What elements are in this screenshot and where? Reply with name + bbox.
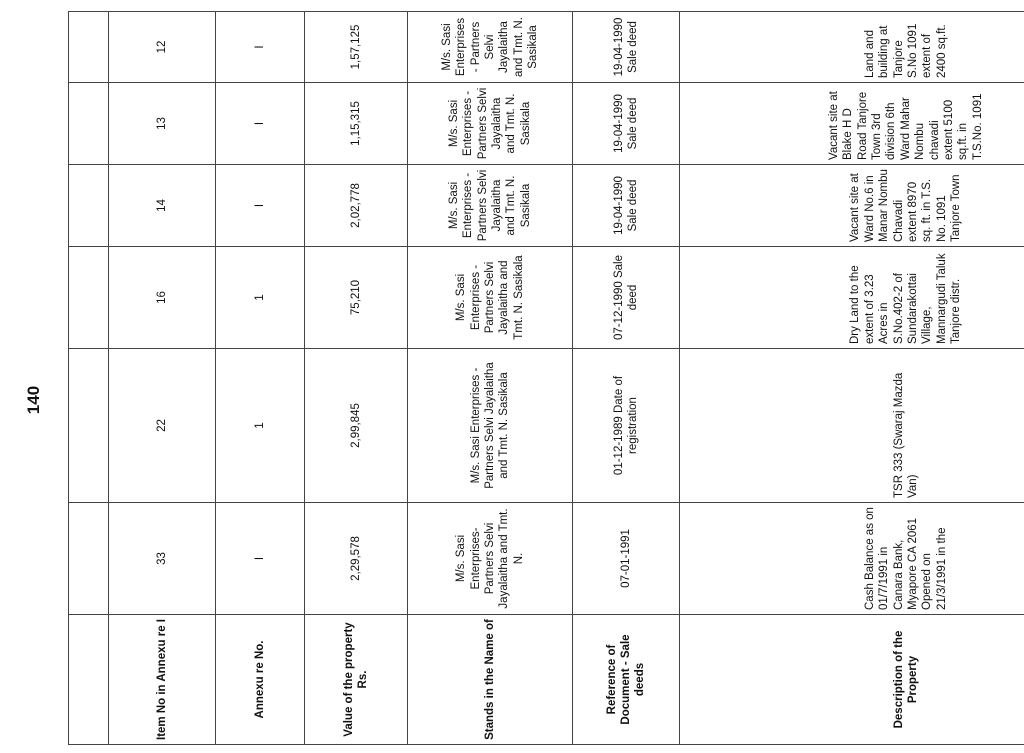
spacer-cell xyxy=(69,615,109,745)
cell-annexure-no: 1 xyxy=(216,247,305,349)
reference-row xyxy=(573,12,680,745)
spacer-cell xyxy=(69,12,109,83)
item-no-row xyxy=(109,12,216,745)
cell-reference: 01-12-1989 Date of registration xyxy=(573,349,680,503)
header-value: Value of the property Rs. xyxy=(305,615,408,745)
rotated-table-area xyxy=(68,12,1016,745)
header-item-no: Item No in Annexu re I xyxy=(109,615,216,745)
cell-item-no: 13 xyxy=(109,83,216,165)
cell-item-no: 16 xyxy=(109,247,216,349)
description-row xyxy=(680,12,1024,745)
cell-description: Cash Balance as on 01/7/1991 in Canara Bank, Myapore CA 2061 Opened on 21/3/1991 in the xyxy=(680,503,1024,615)
cell-annexure-no: I xyxy=(216,12,305,83)
annexure-no-row xyxy=(216,12,305,745)
blank-spacer-row xyxy=(69,12,109,745)
cell-stands-in: M/s. Sasi Enterprises - Partners Selvi Jayalaitha and Tmt. N. Sasikala xyxy=(408,165,573,247)
cell-description: Dry Land to the extent of 3.23 Acres in S.No.402-2 of Sundarakottai Village, Mannargudi Taluk Tanjore distr. xyxy=(680,247,1024,349)
cell-item-no: 14 xyxy=(109,165,216,247)
spacer-cell xyxy=(69,247,109,349)
cell-description: Vacant site at Blake H D Road Tanjore Town 3rd division 6th Ward Mahar Nombu chavadi extent 5100 sq.ft. in T.S.No. 1091 xyxy=(680,83,1024,165)
cell-value: 1,15,315 xyxy=(305,83,408,165)
cell-value: 2,29,578 xyxy=(305,503,408,615)
table-rotator xyxy=(68,12,1016,745)
page-number xyxy=(14,360,54,440)
cell-reference: 19-04-1990 Sale deed xyxy=(573,12,680,83)
cell-description: Vacant site at Ward No.6 in Manar Nombu Chavadi extent 8970 sq. ft. in T.S. No. 1091 Tanjore Town xyxy=(680,165,1024,247)
spacer-cell xyxy=(69,165,109,247)
spacer-cell xyxy=(69,349,109,503)
cell-item-no: 22 xyxy=(109,349,216,503)
cell-reference: 19-04-1990 Sale deed xyxy=(573,83,680,165)
cell-reference: 07-12-1990 Sale deed xyxy=(573,247,680,349)
value-row xyxy=(305,12,408,745)
cell-annexure-no: I xyxy=(216,503,305,615)
cell-item-no: 12 xyxy=(109,12,216,83)
cell-reference: 19-04-1990 Sale deed xyxy=(573,165,680,247)
cell-annexure-no: 1 xyxy=(216,349,305,503)
cell-stands-in: M/s. Sasi Enterprises- Partners Selvi Jayalaitha and Tmt. N. xyxy=(408,503,573,615)
property-table xyxy=(68,11,1024,745)
cell-value: 1,57,125 xyxy=(305,12,408,83)
cell-description: TSR 333 (Swaraj Mazda Van) xyxy=(680,349,1024,503)
cell-annexure-no: I xyxy=(216,83,305,165)
header-description: Description of the Property xyxy=(680,615,1024,745)
spacer-cell xyxy=(69,83,109,165)
cell-stands-in: M/s. Sasi Enterprises - Partners Selvi Jayalaitha and Tmt. N. Sasikala xyxy=(408,83,573,165)
header-annexure-no: Annexu re No. xyxy=(216,615,305,745)
header-stands-in: Stands in the Name of xyxy=(408,615,573,745)
cell-item-no: 33 xyxy=(109,503,216,615)
cell-value: 75,210 xyxy=(305,247,408,349)
cell-stands-in: M/s. Sasi Enterprises - Partners Selvi Jayalaitha and Tmt. N. Sasikala xyxy=(408,349,573,503)
cell-stands-in: M/s. Sasi Enterprises - Partners Selvi Jayalaitha and Tmt. N. Sasikala xyxy=(408,247,573,349)
page-number-text: 140 xyxy=(24,385,43,415)
stands-in-row xyxy=(408,12,573,745)
cell-value: 2,02,778 xyxy=(305,165,408,247)
spacer-cell xyxy=(69,503,109,615)
cell-annexure-no: I xyxy=(216,165,305,247)
cell-value: 2,99,845 xyxy=(305,349,408,503)
cell-description: Land and building at Tanjore S.No 1091 extent of 2400 sq.ft. xyxy=(680,12,1024,83)
cell-stands-in: M/s. Sasi Enterprises - Partners Selvi Jayalaitha and Tmt. N. Sasikala xyxy=(408,12,573,83)
cell-reference: 07-01-1991 xyxy=(573,503,680,615)
header-reference: Reference of Document - Sale deeds xyxy=(573,615,680,745)
